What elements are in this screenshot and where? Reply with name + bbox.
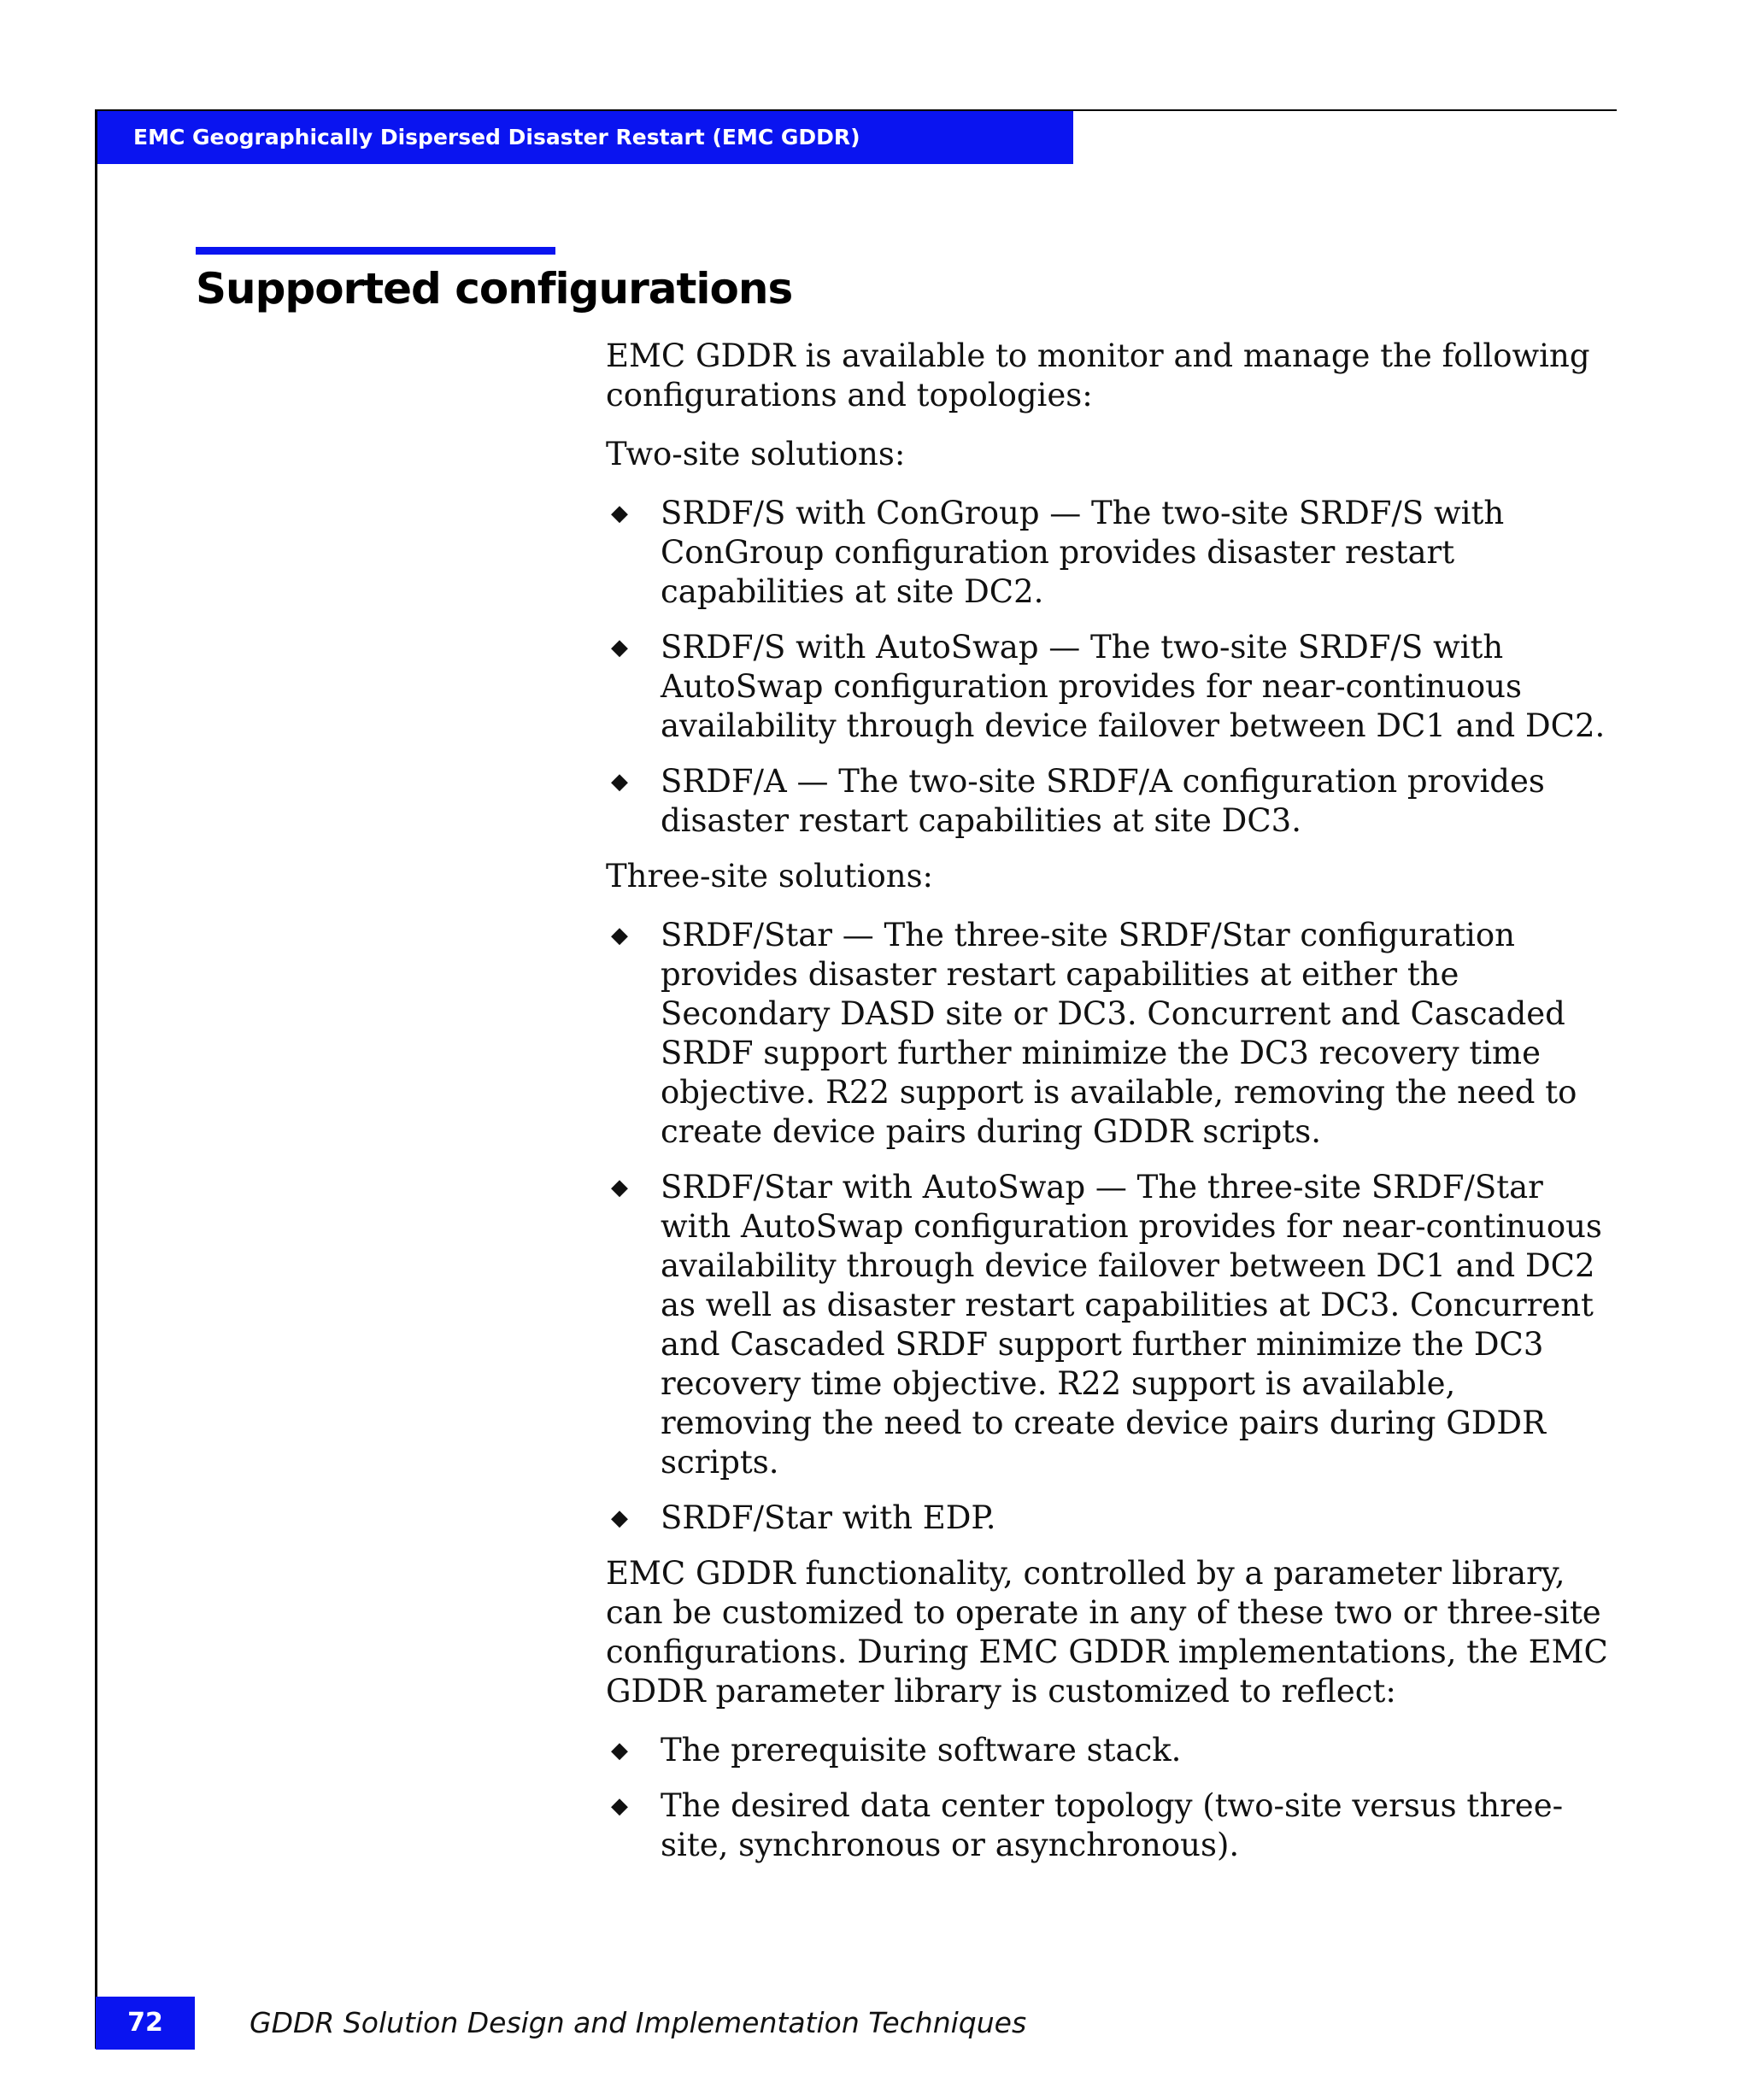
list-item-text: SRDF/A — The two-site SRDF/A configuration provides disaster restart capabilities at site DC3.: [661, 763, 1545, 839]
diamond-bullet-icon: ◆: [611, 501, 628, 526]
two-site-list: [606, 494, 1614, 841]
diamond-bullet-icon: ◆: [611, 923, 628, 948]
page-title: Supported configurations: [196, 264, 793, 314]
three-site-heading: Three-site solutions:: [606, 858, 934, 895]
page-number: 72: [96, 1997, 195, 2050]
list-item-text: SRDF/Star with AutoSwap — The three-site SRDF/Star with AutoSwap configuration provides for near-continuous availability through device failover between DC1 and DC2 as well as disaster restart capabilities at DC3. Concurrent and Cascaded SRDF support further minimize the DC3 recovery time objective. R22 support is available, removing the need to create device pairs during GDDR scripts.: [661, 1169, 1602, 1481]
diamond-bullet-icon: ◆: [611, 1738, 628, 1763]
list-item: [606, 916, 1614, 1152]
list-item: [606, 1786, 1614, 1865]
list-item-text: The prerequisite software stack.: [661, 1732, 1182, 1769]
diamond-bullet-icon: ◆: [611, 1793, 628, 1819]
list-item-text: SRDF/S with AutoSwap — The two-site SRDF/S with AutoSwap configuration provides for near-continuous availability through device failover between DC1 and DC2.: [661, 629, 1606, 744]
list-item: [606, 1168, 1614, 1482]
diamond-bullet-icon: ◆: [611, 1505, 628, 1531]
list-item: [606, 1731, 1614, 1770]
list-item: [606, 1499, 1614, 1538]
customization-list: [606, 1731, 1614, 1865]
chapter-header: EMC Geographically Dispersed Disaster Restart (EMC GDDR): [96, 111, 1073, 164]
diamond-bullet-icon: ◆: [611, 635, 628, 660]
section-body: [606, 337, 1614, 1881]
three-site-list: [606, 916, 1614, 1538]
left-margin-rule: [95, 109, 97, 2049]
list-item: [606, 628, 1614, 746]
footer-book-title: GDDR Solution Design and Implementation Techniques: [250, 2006, 1027, 2039]
closing-paragraph: EMC GDDR functionality, controlled by a parameter library, can be customized to operate in any of these two or three-site configurations. During EMC GDDR implementations, the EMC GDDR parameter library is customized to reflect:: [606, 1555, 1608, 1710]
list-item: [606, 762, 1614, 841]
list-item-text: SRDF/S with ConGroup — The two-site SRDF/S with ConGroup configuration provides disaster restart capabilities at site DC2.: [661, 495, 1505, 610]
intro-paragraph: EMC GDDR is available to monitor and manage the following configurations and topologies:: [606, 337, 1590, 414]
two-site-heading: Two-site solutions:: [606, 436, 906, 472]
diamond-bullet-icon: ◆: [611, 1175, 628, 1200]
list-item-text: SRDF/Star — The three-site SRDF/Star configuration provides disaster restart capabilities at either the Secondary DASD site or DC3. Concurrent and Cascaded SRDF support further minimize the DC3 recovery time objective. R22 support is available, removing the need to create device pairs during GDDR scripts.: [661, 917, 1577, 1150]
section-title-accent: [196, 247, 555, 255]
list-item-text: The desired data center topology (two-site versus three-site, synchronous or asynchronous).: [661, 1787, 1564, 1863]
list-item: [606, 494, 1614, 612]
diamond-bullet-icon: ◆: [611, 769, 628, 795]
list-item-text: SRDF/Star with EDP.: [661, 1499, 996, 1536]
